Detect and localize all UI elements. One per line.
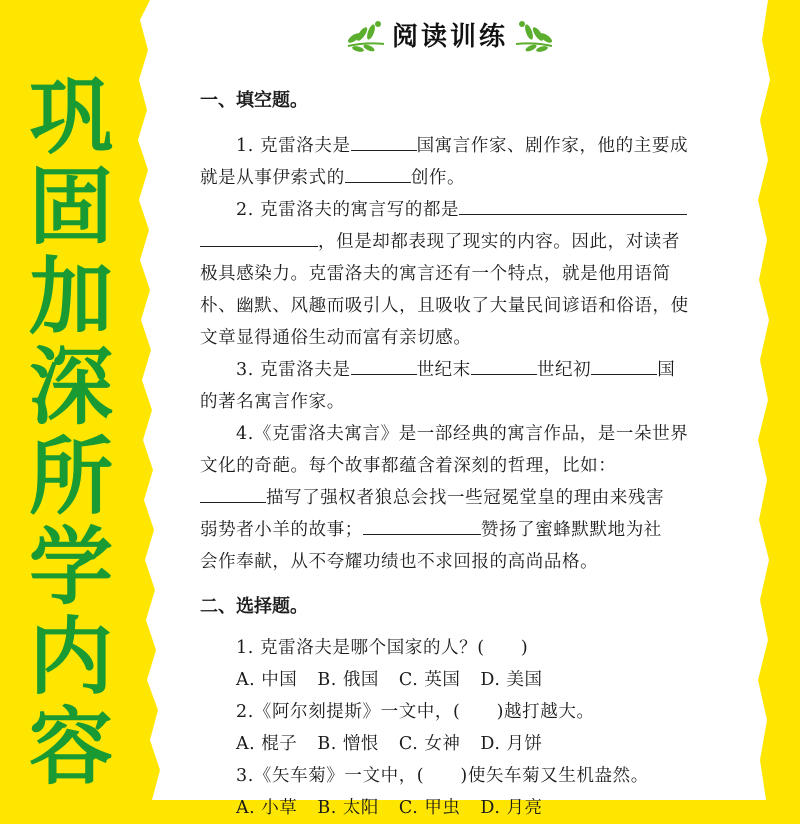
- fill-question-2-line3: 极具感染力。克雷洛夫的寓言还有一个特点，就是他用语简: [200, 264, 671, 284]
- leaf-right-icon: [514, 16, 556, 52]
- side-title-char: 巩: [28, 68, 113, 166]
- choice-option[interactable]: B. 太阳: [317, 798, 379, 818]
- answer-blank[interactable]: [200, 486, 266, 503]
- q1-text-b: 国寓言作家、剧作家，他的主要成: [416, 136, 689, 156]
- q3-text-a: 3. 克雷洛夫是: [236, 360, 351, 380]
- choice-option[interactable]: C. 女神: [398, 734, 461, 754]
- answer-blank[interactable]: [591, 358, 657, 375]
- answer-blank[interactable]: [363, 518, 481, 535]
- fill-question-2-line4: 朴、幽默、风趣而吸引人，且吸收了大量民间谚语和俗语，使: [200, 296, 689, 316]
- q4-text-e: 赞扬了蜜蜂默默地为社: [480, 520, 662, 540]
- q2-text-a: 2. 克雷洛夫的寓言写的都是: [236, 200, 460, 220]
- choice-option[interactable]: B. 俄国: [317, 670, 379, 690]
- side-title-char: 学: [28, 518, 113, 616]
- answer-blank[interactable]: [345, 166, 411, 183]
- fill-question-4-line5: 会作奉献，从不夸耀功绩也不求回报的高尚品格。: [200, 552, 599, 572]
- fill-question-4-line4: [200, 514, 740, 546]
- choice-options: [200, 728, 740, 760]
- fill-question-3-cont: 的著名寓言作家。: [200, 392, 345, 412]
- fill-question-4-line3: [200, 482, 740, 514]
- q3-text-b: 世纪末: [416, 360, 471, 380]
- fill-question-2-cont: [200, 226, 740, 258]
- choice-option[interactable]: A. 棍子: [236, 734, 298, 754]
- choice-question: 3.《矢车菊》一文中，( )使矢车菊又生机盎然。: [236, 766, 649, 786]
- answer-blank[interactable]: [351, 358, 417, 375]
- exercise-content: [200, 86, 740, 824]
- choice-option[interactable]: B. 憎恨: [317, 734, 379, 754]
- q1-text-d: 创作。: [410, 168, 466, 188]
- page-title: 阅读训练: [391, 21, 508, 52]
- q1-text-c: 就是从事伊索式的: [200, 168, 345, 188]
- choice-options: [200, 792, 740, 824]
- answer-blank[interactable]: [459, 198, 687, 215]
- choice-question: 1. 克雷洛夫是哪个国家的人？( ): [236, 638, 529, 658]
- side-title-char: 固: [28, 158, 113, 256]
- choice-option[interactable]: D. 月亮: [480, 798, 543, 818]
- leaf-left-icon: [344, 16, 386, 52]
- fill-question-1-cont: [200, 162, 740, 194]
- answer-blank[interactable]: [200, 230, 318, 247]
- choice-option[interactable]: D. 美国: [480, 670, 543, 690]
- fill-question-3: [200, 354, 740, 386]
- choice-section-heading: 二、选择题。: [200, 596, 308, 617]
- side-title-char: 容: [28, 698, 113, 796]
- q3-text-c: 世纪初: [536, 360, 592, 380]
- q1-text-a: 1. 克雷洛夫是: [236, 136, 351, 156]
- answer-blank[interactable]: [471, 358, 537, 375]
- choice-option[interactable]: C. 英国: [398, 670, 461, 690]
- page-header: [335, 10, 565, 58]
- side-title-char: 深: [28, 338, 113, 436]
- side-title: [0, 68, 142, 796]
- q4-text-d: 弱势者小羊的故事；: [200, 520, 363, 540]
- choice-option[interactable]: A. 小草: [236, 798, 298, 818]
- side-title-char: 内: [28, 608, 113, 706]
- fill-question-2-line5: 文章显得通俗生动而富有亲切感。: [200, 328, 472, 348]
- fill-question-4-line2: 文化的奇葩。每个故事都蕴含着深刻的哲理，比如：: [200, 456, 617, 476]
- q3-text-d: 国: [657, 360, 676, 380]
- choice-question: 2.《阿尔刻提斯》一文中，( )越打越大。: [236, 702, 595, 722]
- fill-question-4: 4.《克雷洛夫寓言》是一部经典的寓言作品，是一朵世界: [236, 424, 689, 444]
- side-title-char: 所: [28, 428, 113, 526]
- fill-question-1: [200, 130, 740, 162]
- fill-question-2: [200, 194, 740, 226]
- fill-section-heading: 一、填空题。: [200, 90, 308, 111]
- answer-blank[interactable]: [351, 134, 417, 151]
- q2-text-b: ，但是却都表现了现实的内容。因此，对读者: [318, 232, 680, 252]
- choice-option[interactable]: D. 月饼: [480, 734, 543, 754]
- choice-option[interactable]: C. 甲虫: [398, 798, 461, 818]
- q4-text-c: 描写了强权者狼总会找一些冠冕堂皇的理由来残害: [266, 488, 665, 508]
- choice-options: [200, 664, 740, 696]
- choice-option[interactable]: A. 中国: [236, 670, 298, 690]
- side-title-char: 加: [28, 248, 113, 346]
